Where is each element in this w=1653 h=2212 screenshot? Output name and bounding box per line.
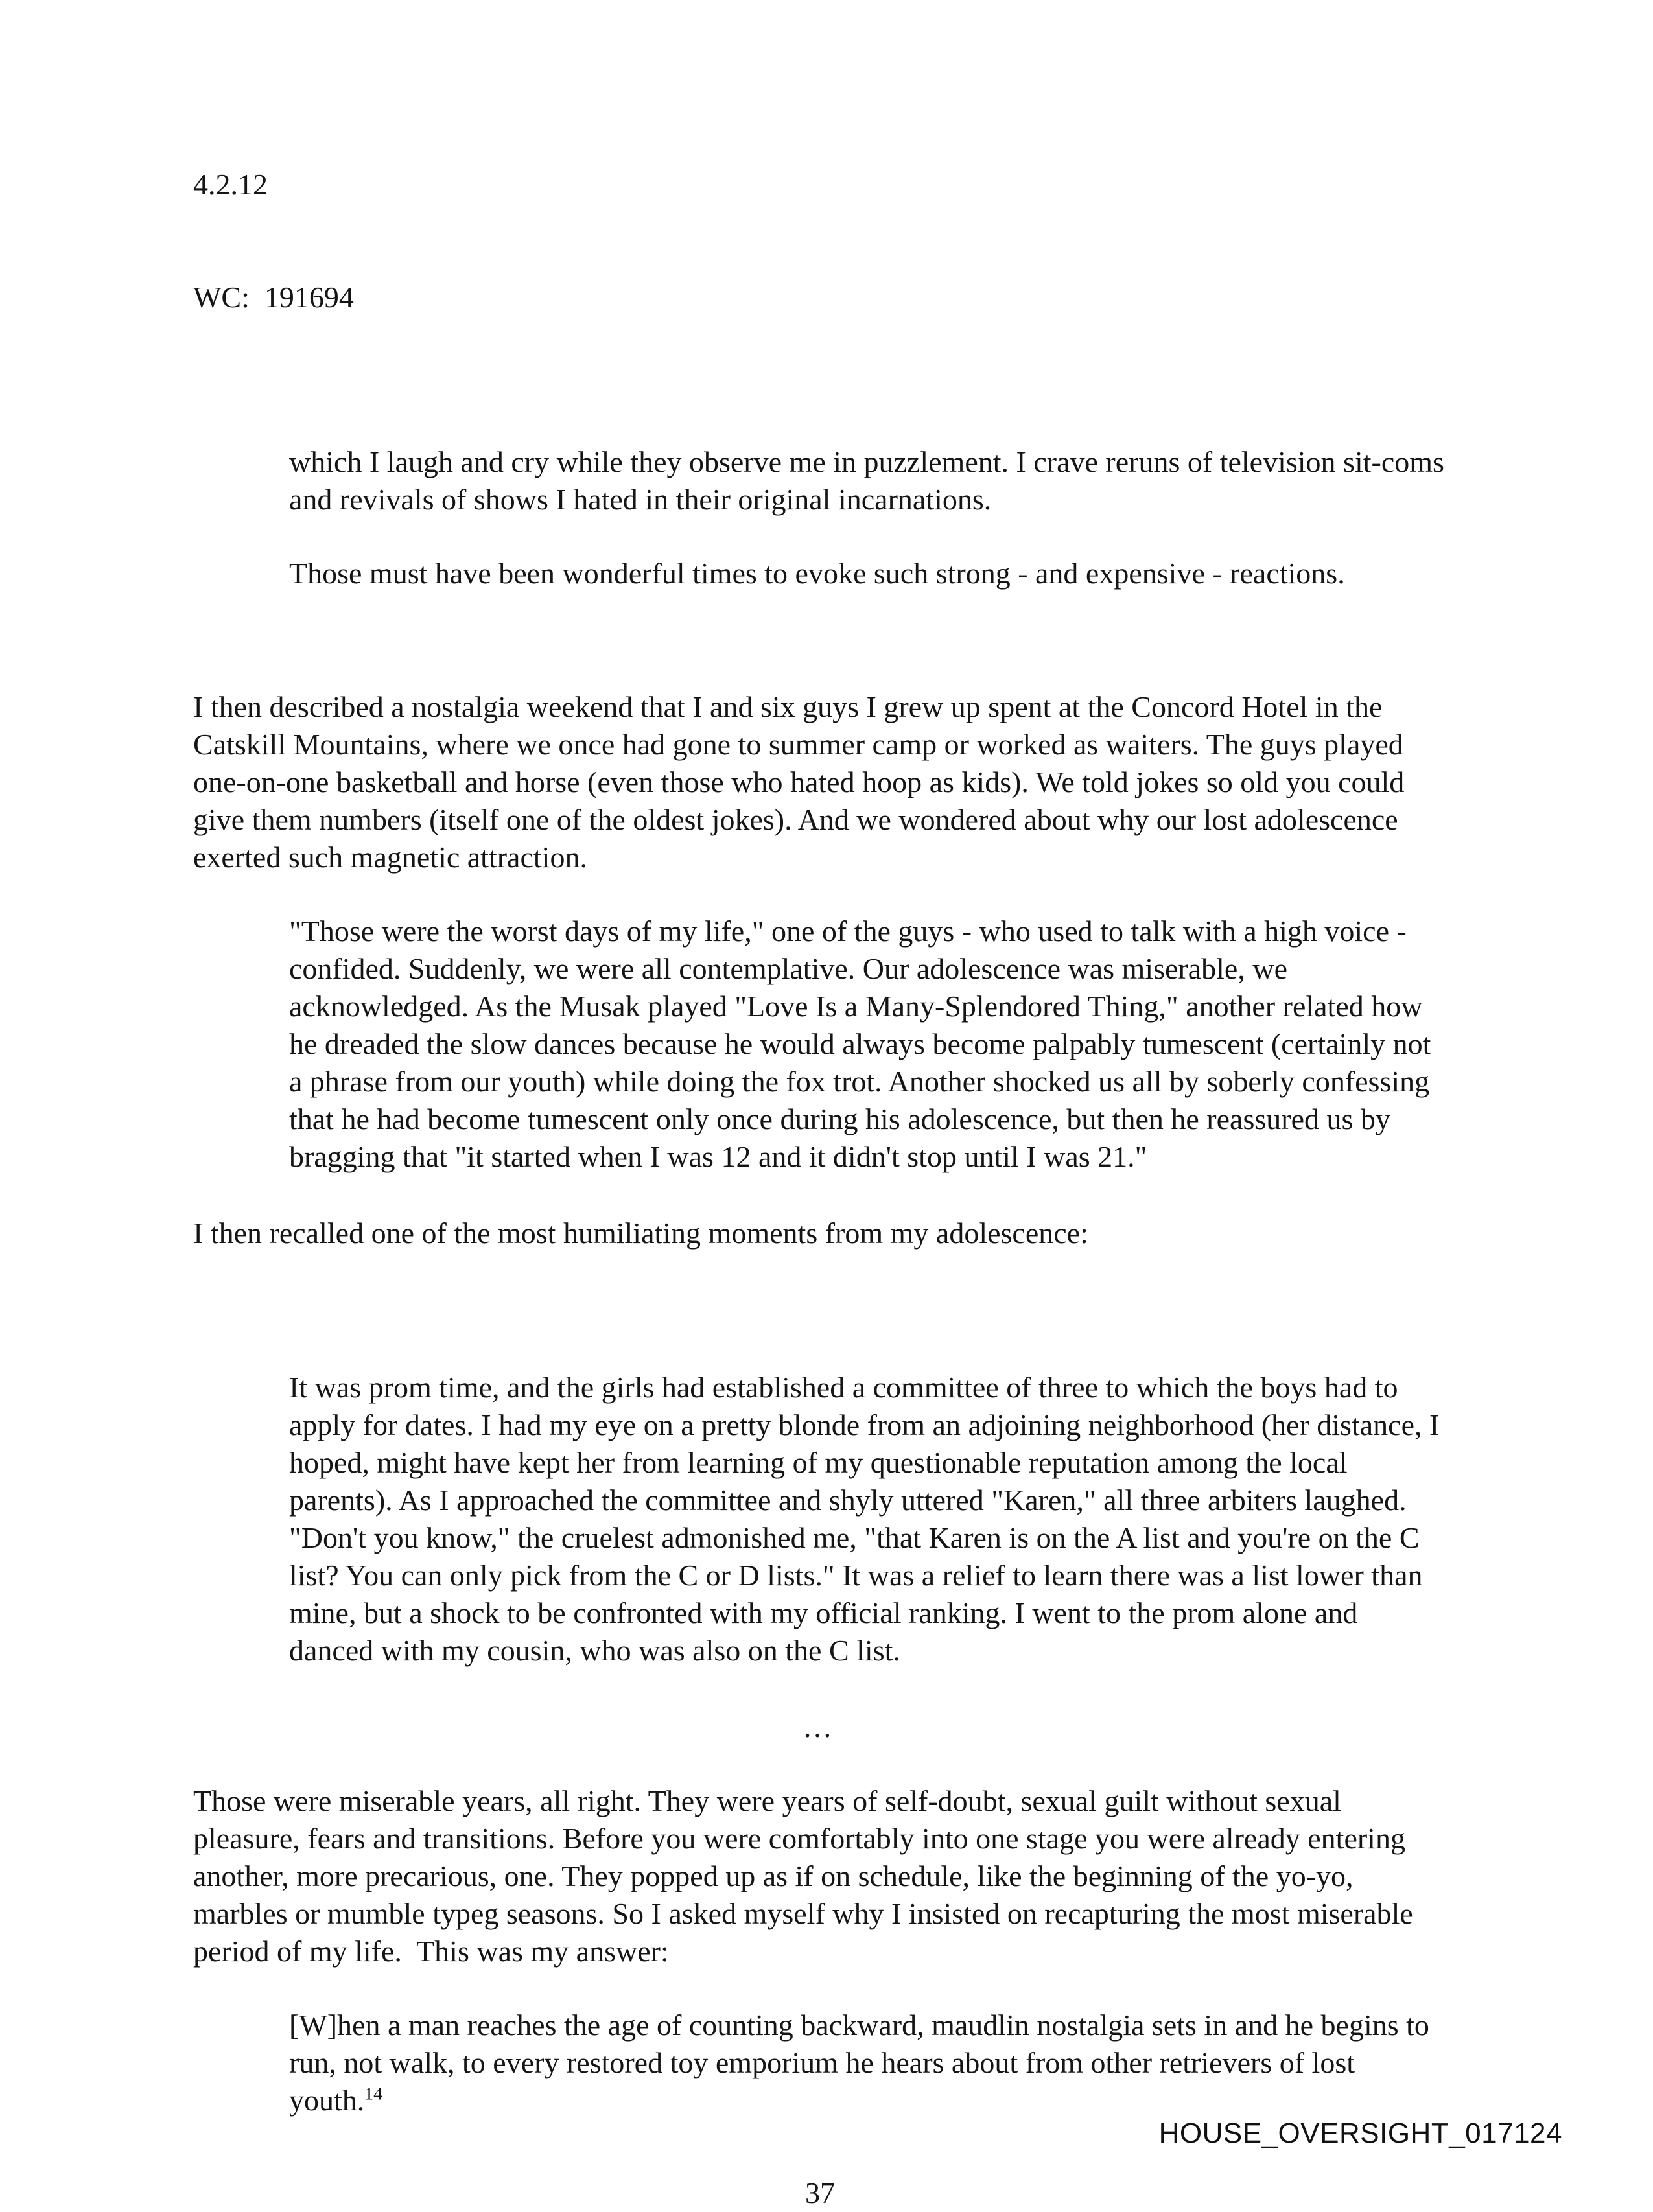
- paragraph-recalled-moment: I then recalled one of the most humiliating moments from my adolescence:: [193, 1217, 1088, 1250]
- footnote-marker-14: 14: [364, 2083, 382, 2104]
- blockquote-sitcoms: which I laugh and cry while they observe me in puzzlement. I crave reruns of television sit-coms and revivals of shows I hated in their original incarnations.: [289, 445, 1452, 516]
- header-word-count: WC: 191694: [193, 281, 354, 314]
- page-number: 37: [805, 2176, 835, 2209]
- bates-stamp: HOUSE_OVERSIGHT_017124: [1158, 2117, 1562, 2149]
- document-header: [193, 91, 1447, 391]
- ellipsis-separator: …: [803, 1710, 838, 1743]
- blockquote-maudlin-text: [W]hen a man reaches the age of counting backward, maudlin nostalgia sets in and he begins to run, not walk, to every restored toy emporium he hears about from other retrievers of lost youth.: [289, 2008, 1437, 2117]
- blockquote-wonderful-times: Those must have been wonderful times to evoke such strong - and expensive - reactions.: [289, 557, 1345, 590]
- paragraph-miserable-years: Those were miserable years, all right. They were years of self-doubt, sexual guilt without sexual pleasure, fears and transitions. Before you were comfortably into one stage you were already entering another, more precarious, one. They popped up as if on schedule, like the beginning of the yo-yo, marbles or mumble typeg seasons. So I asked myself why I insisted on recapturing the most miserable period of my life. This was my answer:: [193, 1784, 1421, 1968]
- blockquote-worst-days: "Those were the worst days of my life," one of the guys - who used to talk with a high voice - confided. Suddenly, we were all contemplative. Our adolescence was miserable, we acknowledged. As the Musak played "Love Is a Many-Splendored Thing," another related how he dreaded the slow dances because he would always become palpably tumescent (certainly not a phrase from our youth) while doing the fox trot. Another shocked us all by soberly confessing that he had become tumescent only once during his adolescence, but then he reassured us by bragging that "it started when I was 12 and it didn't stop until I was 21.": [289, 914, 1438, 1173]
- paragraph-nostalgia-weekend: I then described a nostalgia weekend that I and six guys I grew up spent at the Concord Hotel in the Catskill Mountains, where we once had gone to summer camp or worked as waiters. The guys played one-on-one basketball and horse (even those who hated hoop as kids). We told jokes so old you could give them numbers (itself one of the oldest jokes). And we wondered about why our lost adolescence exerted such magnetic attraction.: [193, 690, 1412, 874]
- blockquote-prom-time: It was prom time, and the girls had established a committee of three to which the boys had to apply for dates. I had my eye on a pretty blonde from an adjoining neighborhood (her distance, I hoped, might have kept her from learning of my questionable reputation among the local parents). As I approached the committee and shyly uttered "Karen," all three arbiters laughed. "Don't you know," the cruelest admonished me, "that Karen is on the A list and you're on the C list? You can only pick from the C or D lists." It was a relief to learn there was a list lower than mine, but a shock to be confronted with my official ranking. I went to the prom alone and danced with my cousin, who was also on the C list.: [289, 1371, 1447, 1667]
- blockquote-maudlin-nostalgia: [289, 2007, 1447, 2119]
- header-date: 4.2.12: [193, 168, 268, 201]
